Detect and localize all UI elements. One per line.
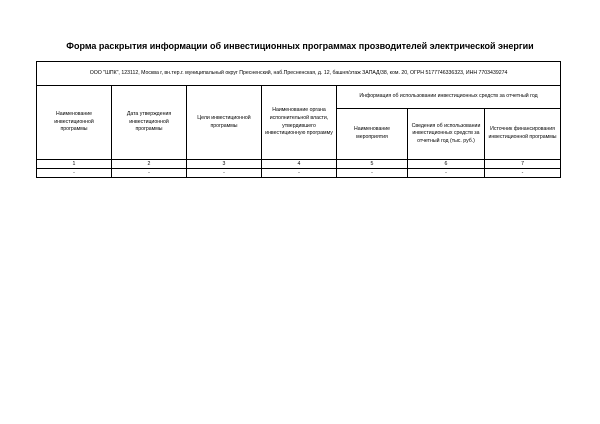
table-cell: - [112, 169, 187, 178]
page-title: Форма раскрытия информации об инвестиционных программах прозводителей электрической энергии [66, 41, 534, 51]
table-row [37, 169, 561, 178]
organization-details: ООО "ШПК", 123112, Москва г, вн.тер.г. муниципальный округ Пресненский, наб.Пресненская, д. 12, башня/этаж ЗАПАД/38, ком. 20, ОГРН 5177746336323, ИНН 7703439274 [37, 62, 561, 86]
column-header-funding-source: Источник финансирования инвестиционной программы [485, 109, 561, 160]
column-number: 5 [337, 160, 408, 169]
column-number: 7 [485, 160, 561, 169]
table-cell: - [337, 169, 408, 178]
column-header-approval-date: Дата утверждения инвестиционной программы [112, 86, 187, 160]
table-cell: - [262, 169, 337, 178]
header-row [37, 86, 561, 109]
column-number: 4 [262, 160, 337, 169]
table-cell: - [408, 169, 485, 178]
organization-row [37, 62, 561, 86]
investment-disclosure-table [36, 61, 561, 178]
column-header-funds-usage: Сведения об использовании инвестиционных средств за отчетный год (тыс. руб.) [408, 109, 485, 160]
column-group-header-funds-usage: Информация об использовании инвестиционных средств за отчетный год [337, 86, 561, 109]
column-header-measure-name: Наименование мероприятия [337, 109, 408, 160]
column-header-program-name: Наименование инвестиционной программы [37, 86, 112, 160]
column-number-row [37, 160, 561, 169]
column-header-program-goals: Цели инвестиционной программы [187, 86, 262, 160]
column-number: 1 [37, 160, 112, 169]
table-cell: - [187, 169, 262, 178]
column-number: 6 [408, 160, 485, 169]
column-number: 3 [187, 160, 262, 169]
table-cell: - [37, 169, 112, 178]
column-header-approving-authority: Наименование органа исполнительной власти, утвердившего инвестиционную программу [262, 86, 337, 160]
column-number: 2 [112, 160, 187, 169]
table-cell: - [485, 169, 561, 178]
